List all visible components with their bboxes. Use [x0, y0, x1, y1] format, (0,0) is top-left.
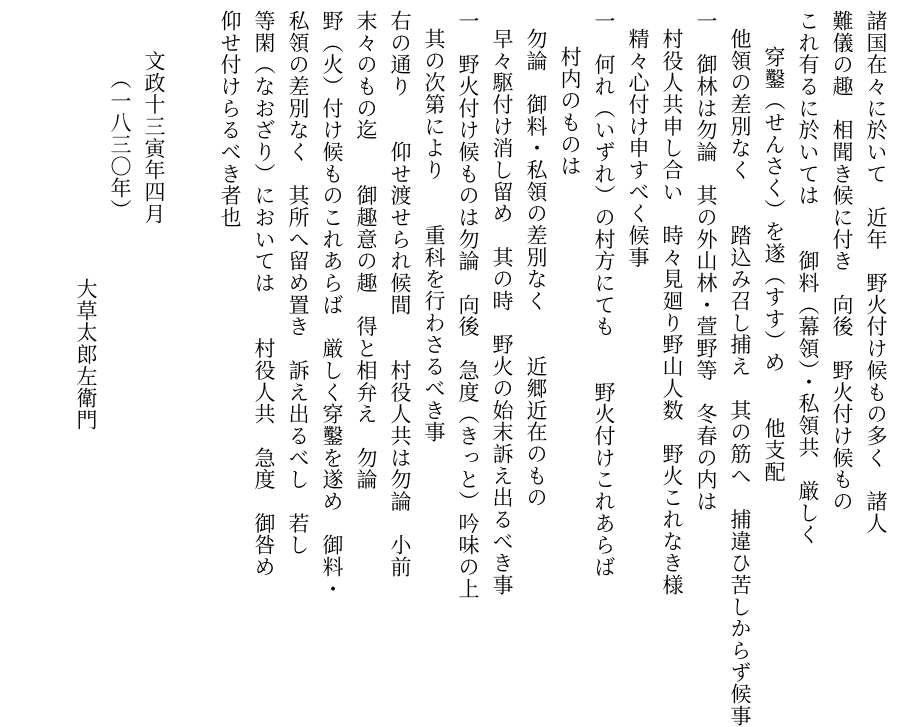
signature-block [62, 10, 164, 431]
signer-name: 大草太郎左衛門 [74, 278, 98, 431]
document-date: 文政十三寅年四月 [142, 50, 166, 225]
text-column: 精々心付け申すべく候事 [626, 28, 650, 269]
text-column: 諸国在々に於いて 近年 野火付け候もの多く 諸人 [864, 10, 888, 535]
text-column: 私領の差別なく 其所へ留め置き 訴え出るべし 若し [286, 10, 310, 556]
text-column: 等閑（なおざり）においては 村役人共 急度 御咎め [252, 10, 276, 578]
text-column: 難儀の趣 相聞き候に付き 向後 野火付け候もの [830, 10, 854, 513]
text-column: これ有るに於いては 御料（幕領）・私領共 厳しく [796, 10, 820, 546]
text-column: 村内のものは [558, 46, 582, 178]
text-column: 其の次第により 重科を行わさるべき事 [422, 28, 446, 443]
text-column: 一 御林は勿論 其の外山林・萱野等 冬春の内は [694, 10, 718, 513]
text-column: 右の通り 仰せ渡せられ候間 村役人共は勿論 小前 [388, 10, 412, 578]
text-column: 穿鑿（せんさく）を遂（すす）め 他支配 [762, 46, 786, 483]
document-date-western: （一八三〇年） [108, 68, 132, 221]
text-column: 一 野火付け候ものは勿論 向後 急度（きっと）吟味の上 [456, 10, 480, 600]
text-column: 末々のもの迄 御趣意の趣 得と相弁え 勿論 [354, 10, 378, 491]
text-column: 他領の差別なく 踏込み召し捕え 其の筋へ 捕違ひ苦しからず候事 [728, 28, 752, 727]
text-column: 野（火）付け候ものこれあらば 厳しく穿鑿を遂め 御料・ [320, 10, 344, 600]
text-column: 勿論 御料・私領の差別なく 近郷近在のもの [524, 28, 548, 509]
text-column: 一 何れ（いずれ）の村方にても 野火付けこれあらば [592, 10, 616, 578]
text-column: 早々駆付け消し留め 其の時 野火の始末訴え出るべき事 [490, 28, 514, 596]
text-column: 仰せ付けらるべき者也 [218, 10, 242, 229]
text-column: 村役人共申し合い 時々見廻り野山人数 野火これなき様 [660, 28, 684, 596]
